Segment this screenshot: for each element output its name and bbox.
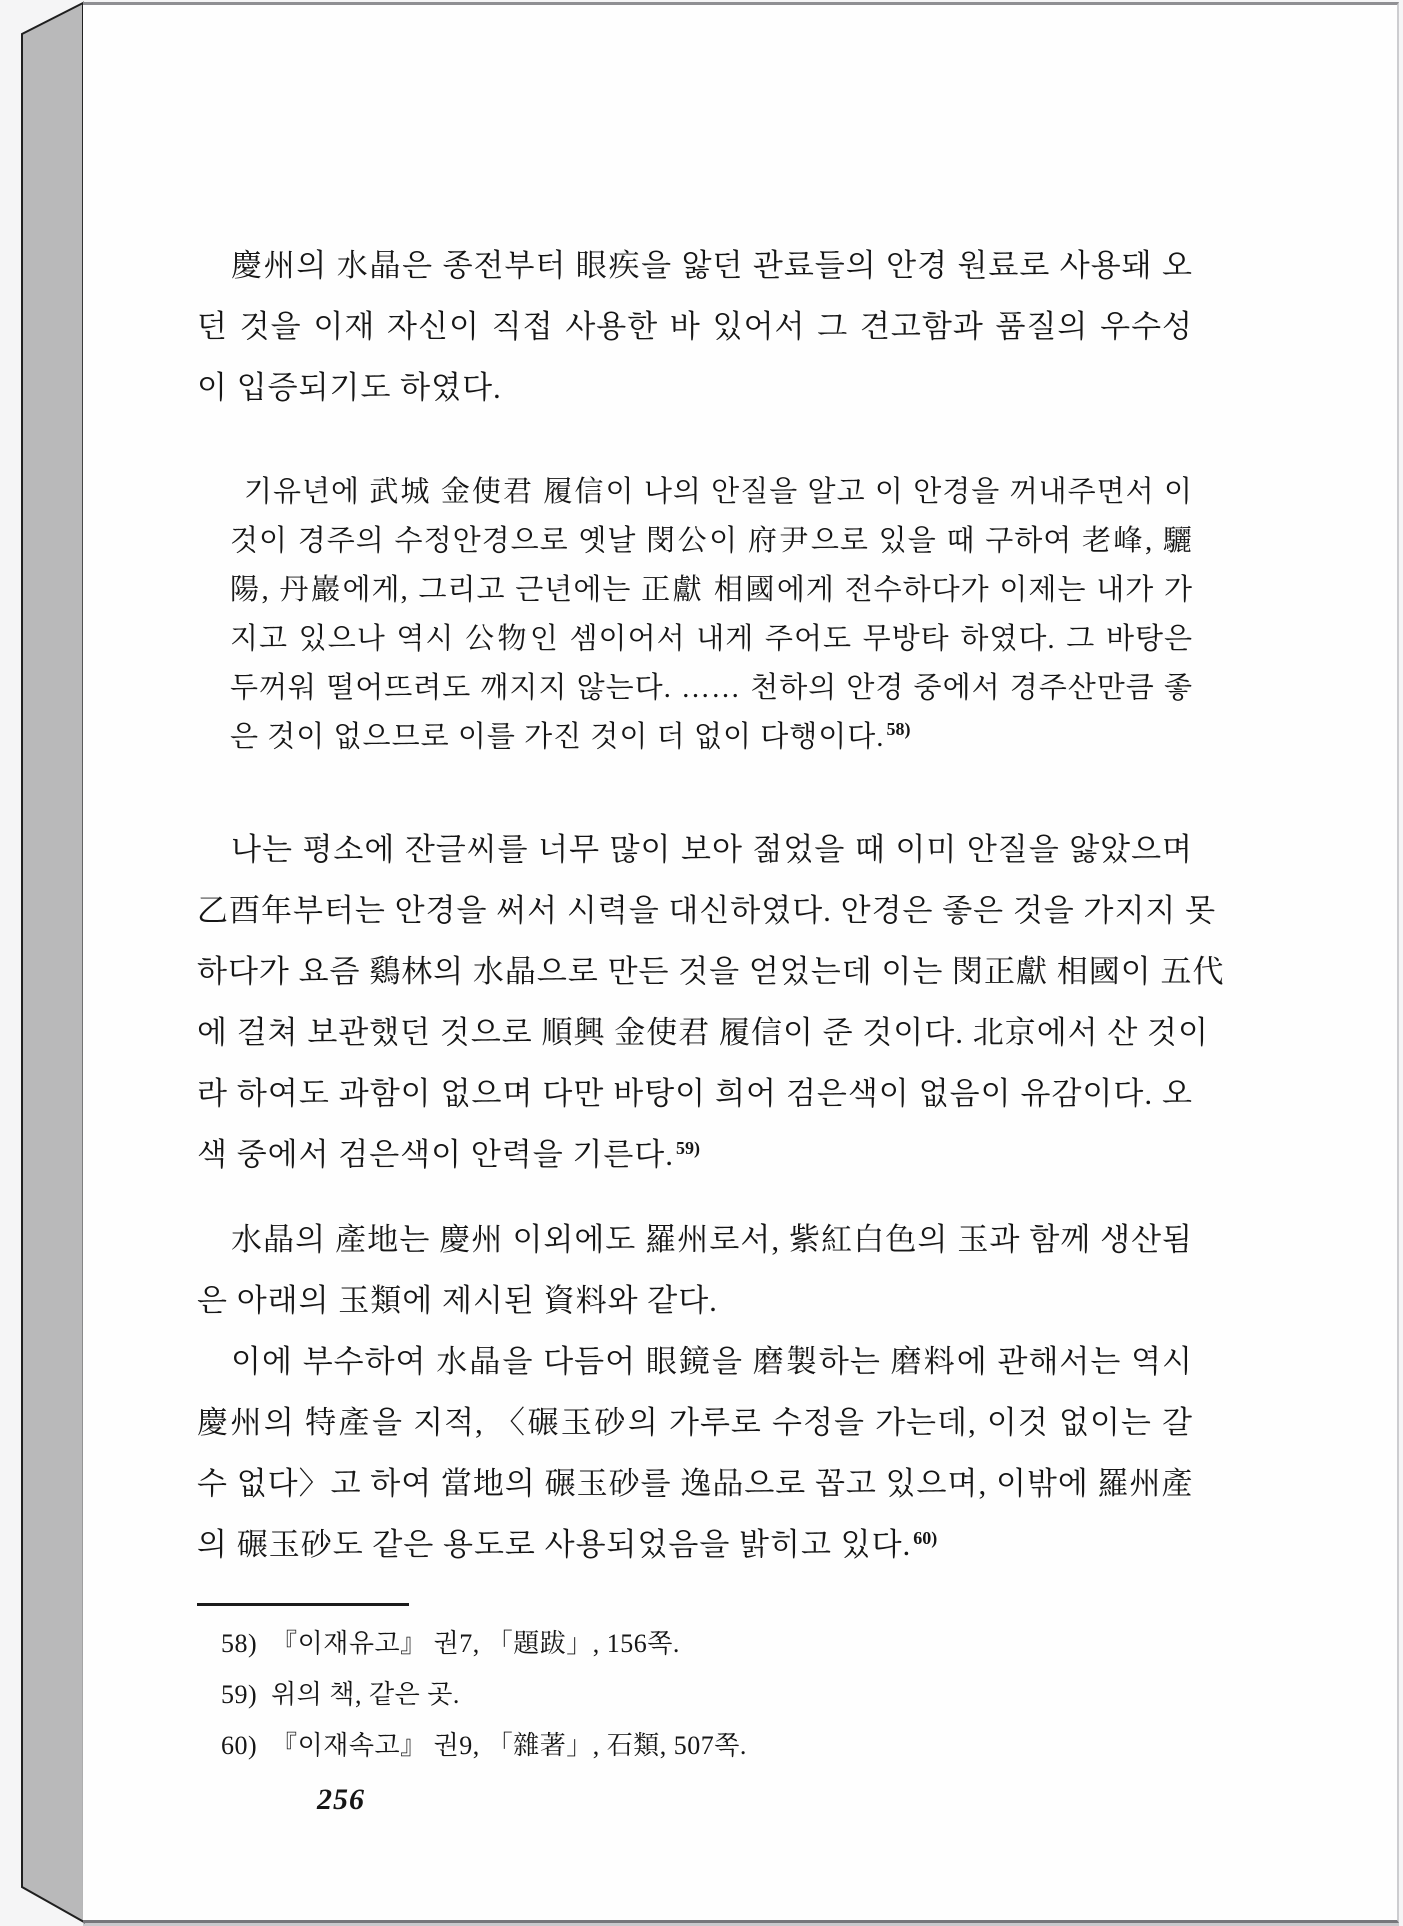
footnote-ref: 59) [676, 1137, 700, 1158]
footnote-list [197, 1618, 1193, 1771]
text-line: 것이 경주의 수정안경으로 옛날 閔公이 府尹으로 있을 때 구하여 老峰, 驪 [230, 525, 1193, 557]
text-line: 陽, 丹巖에게, 그리고 근년에는 正獻 相國에게 전수하다가 이제는 내가 가 [230, 574, 1193, 606]
text-line: 水晶의 產地는 慶州 이외에도 羅州로서, 紫紅白色의 玉과 함께 생산됨 [231, 1222, 1193, 1257]
block-quote [230, 468, 1193, 762]
text-line: 나는 평소에 잔글씨를 너무 많이 보아 젊었을 때 이미 안질을 앓았으며 [231, 832, 1193, 867]
paragraph [197, 235, 1193, 418]
text-line: 慶州의 水晶은 종전부터 眼疾을 앓던 관료들의 안경 원료로 사용돼 오 [231, 248, 1193, 283]
footnote-item [221, 1720, 1193, 1771]
footnote-number: 59) [221, 1680, 258, 1709]
page-content [83, 5, 1397, 1920]
text-line [197, 1514, 1193, 1575]
text-line: 하다가 요즘 鷄林의 水晶으로 만든 것을 얻었는데 이는 閔正獻 相國이 五代 [197, 954, 1225, 989]
text-line: 두꺼워 떨어뜨려도 깨지지 않는다. …… 천하의 안경 중에서 경주산만큼 좋 [230, 672, 1193, 704]
footnote-divider [197, 1603, 409, 1606]
paragraph [197, 1209, 1193, 1331]
page-number: 256 [317, 1783, 365, 1816]
text-line-text: 의 碾玉砂도 같은 용도로 사용되었음을 밝히고 있다. [197, 1527, 912, 1562]
footnote-text: 위의 책, 같은 곳. [271, 1680, 460, 1709]
footnote-item [221, 1669, 1193, 1720]
block-quote [197, 819, 1225, 1185]
text-line: 이에 부수하여 水晶을 다듬어 眼鏡을 磨製하는 磨料에 관해서는 역시 [231, 1344, 1193, 1379]
paragraph [197, 1331, 1193, 1575]
footnote-ref: 60) [913, 1527, 938, 1548]
text-line [230, 713, 1193, 762]
text-line: 慶州의 特產을 지적, 〈碾玉砂의 가루로 수정을 가는데, 이것 없이는 갈 [197, 1405, 1193, 1440]
book-page [83, 2, 1399, 1923]
footnote-item [221, 1618, 1193, 1669]
book-page-stack-edge [22, 3, 84, 1922]
text-line: 수 없다〉고 하여 當地의 碾玉砂를 逸品으로 꼽고 있으며, 이밖에 羅州產 [197, 1466, 1194, 1501]
text-line-text: 은 것이 없으므로 이를 가진 것이 더 없이 다행이다. [230, 721, 885, 753]
footnote-text: 『이재유고』 권7, 「題跋」, 156쪽. [271, 1629, 680, 1658]
footnote-ref: 58) [886, 719, 911, 740]
text-line: 지고 있으나 역시 公物인 셈이어서 내게 주어도 무방타 하였다. 그 바탕은 [230, 623, 1193, 655]
footnote-number: 58) [221, 1629, 258, 1658]
text-line: 라 하여도 과함이 없으며 다만 바탕이 희어 검은색이 없음이 유감이다. 오 [197, 1076, 1193, 1111]
text-line-text: 색 중에서 검은색이 안력을 기른다. [197, 1137, 674, 1172]
text-line: 乙酉年부터는 안경을 써서 시력을 대신하였다. 안경은 좋은 것을 가지지 못 [197, 893, 1217, 928]
footnote-text: 『이재속고』 권9, 「雜著」, 石類, 507쪽. [271, 1731, 747, 1760]
text-line: 이 입증되기도 하였다. [197, 370, 502, 405]
text-line: 기유년에 武城 金使君 履信이 나의 안질을 알고 이 안경을 꺼내주면서 이 [244, 476, 1193, 508]
text-line [197, 1124, 1193, 1185]
text-line: 던 것을 이재 자신이 직접 사용한 바 있어서 그 견고함과 품질의 우수성 [197, 309, 1193, 344]
footnote-number: 60) [221, 1731, 258, 1760]
text-line: 에 걸쳐 보관했던 것으로 順興 金使君 履信이 준 것이다. 北京에서 산 것이 [197, 1015, 1209, 1050]
text-line: 은 아래의 玉類에 제시된 資料와 같다. [197, 1283, 718, 1318]
